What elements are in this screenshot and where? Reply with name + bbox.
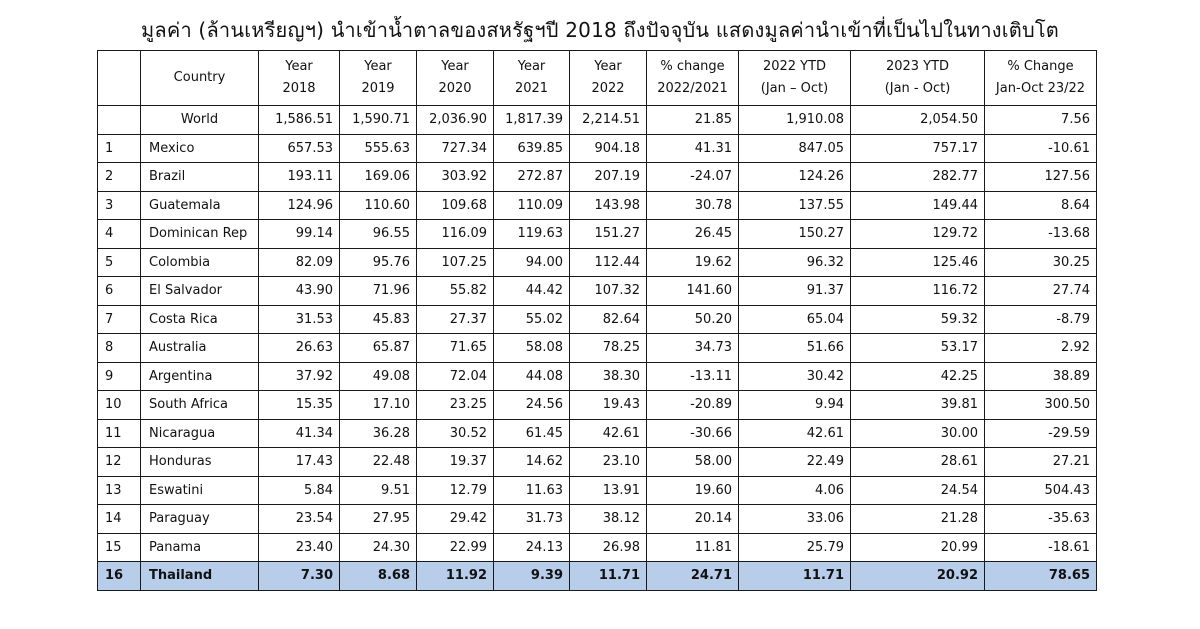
row-value-cell: -18.61 <box>985 533 1097 562</box>
row-value-cell: 27.21 <box>985 448 1097 477</box>
row-value-cell: 11.71 <box>570 562 647 591</box>
row-value-cell: 137.55 <box>739 191 851 220</box>
table-row <box>98 476 1097 505</box>
row-value-cell: 94.00 <box>494 248 570 277</box>
row-value-cell: 23.40 <box>259 533 340 562</box>
row-value-cell: 9.51 <box>340 476 417 505</box>
row-value-cell: 55.82 <box>417 277 494 306</box>
row-value-cell: 31.53 <box>259 305 340 334</box>
row-value-cell: 42.25 <box>851 362 985 391</box>
row-value-cell: 55.02 <box>494 305 570 334</box>
row-value-cell: 61.45 <box>494 419 570 448</box>
row-country: Thailand <box>141 562 259 591</box>
row-index: 4 <box>98 220 141 249</box>
table-row <box>98 191 1097 220</box>
sugar-import-table <box>97 50 1097 591</box>
row-value-cell: -13.68 <box>985 220 1097 249</box>
row-country: Nicaragua <box>141 419 259 448</box>
row-value-cell: 11.71 <box>739 562 851 591</box>
row-value-cell: 41.31 <box>647 134 739 163</box>
row-value-cell: 24.30 <box>340 533 417 562</box>
row-value-cell: 95.76 <box>340 248 417 277</box>
table-row <box>98 448 1097 477</box>
row-value-cell: -30.66 <box>647 419 739 448</box>
row-value-cell: 37.92 <box>259 362 340 391</box>
row-value-cell: 119.63 <box>494 220 570 249</box>
row-value-cell: 27.95 <box>340 505 417 534</box>
world-cell: 1,817.39 <box>494 106 570 135</box>
row-value-cell: 17.10 <box>340 391 417 420</box>
world-cell: 7.56 <box>985 106 1097 135</box>
row-value-cell: 15.35 <box>259 391 340 420</box>
world-cell: 2,214.51 <box>570 106 647 135</box>
row-country: Argentina <box>141 362 259 391</box>
row-value-cell: 39.81 <box>851 391 985 420</box>
table-container <box>97 50 1097 591</box>
row-value-cell: 904.18 <box>570 134 647 163</box>
table-row <box>98 334 1097 363</box>
row-value-cell: 11.63 <box>494 476 570 505</box>
row-value-cell: 28.61 <box>851 448 985 477</box>
row-value-cell: 23.10 <box>570 448 647 477</box>
row-value-cell: 20.92 <box>851 562 985 591</box>
row-value-cell: 24.13 <box>494 533 570 562</box>
row-value-cell: -24.07 <box>647 163 739 192</box>
row-value-cell: 193.11 <box>259 163 340 192</box>
row-value-cell: 107.25 <box>417 248 494 277</box>
world-row <box>98 106 1097 135</box>
row-value-cell: 8.68 <box>340 562 417 591</box>
table-row <box>98 220 1097 249</box>
table-row <box>98 305 1097 334</box>
row-index: 10 <box>98 391 141 420</box>
row-value-cell: 27.74 <box>985 277 1097 306</box>
row-value-cell: 25.79 <box>739 533 851 562</box>
world-cell: 21.85 <box>647 106 739 135</box>
row-value-cell: 11.81 <box>647 533 739 562</box>
row-value-cell: 657.53 <box>259 134 340 163</box>
row-value-cell: 38.12 <box>570 505 647 534</box>
row-country: El Salvador <box>141 277 259 306</box>
row-value-cell: 11.92 <box>417 562 494 591</box>
row-value-cell: 14.62 <box>494 448 570 477</box>
row-value-cell: 29.42 <box>417 505 494 534</box>
row-value-cell: -20.89 <box>647 391 739 420</box>
header-row <box>98 51 1097 106</box>
table-row <box>98 505 1097 534</box>
row-value-cell: 30.00 <box>851 419 985 448</box>
row-country: South Africa <box>141 391 259 420</box>
row-value-cell: 20.99 <box>851 533 985 562</box>
row-value-cell: 26.98 <box>570 533 647 562</box>
row-value-cell: 4.06 <box>739 476 851 505</box>
row-country: Brazil <box>141 163 259 192</box>
row-value-cell: 44.42 <box>494 277 570 306</box>
table-row <box>98 419 1097 448</box>
row-value-cell: 26.45 <box>647 220 739 249</box>
row-value-cell: 116.09 <box>417 220 494 249</box>
row-value-cell: 65.87 <box>340 334 417 363</box>
header-index <box>98 51 141 106</box>
row-value-cell: 78.25 <box>570 334 647 363</box>
row-country: Mexico <box>141 134 259 163</box>
row-value-cell: 555.63 <box>340 134 417 163</box>
row-value-cell: 19.60 <box>647 476 739 505</box>
row-value-cell: 42.61 <box>570 419 647 448</box>
row-value-cell: -35.63 <box>985 505 1097 534</box>
row-value-cell: 38.89 <box>985 362 1097 391</box>
row-value-cell: 59.32 <box>851 305 985 334</box>
row-value-cell: 30.25 <box>985 248 1097 277</box>
row-value-cell: 504.43 <box>985 476 1097 505</box>
header-year-2019: Year 2019 <box>340 51 417 106</box>
header-year-2020: Year 2020 <box>417 51 494 106</box>
row-value-cell: 272.87 <box>494 163 570 192</box>
row-value-cell: 107.32 <box>570 277 647 306</box>
row-value-cell: 65.04 <box>739 305 851 334</box>
row-value-cell: 9.39 <box>494 562 570 591</box>
row-value-cell: 43.90 <box>259 277 340 306</box>
world-cell: 2,036.90 <box>417 106 494 135</box>
row-value-cell: 82.64 <box>570 305 647 334</box>
row-country: Australia <box>141 334 259 363</box>
row-value-cell: 112.44 <box>570 248 647 277</box>
row-value-cell: 27.37 <box>417 305 494 334</box>
table-row <box>98 248 1097 277</box>
row-value-cell: 13.91 <box>570 476 647 505</box>
row-index: 1 <box>98 134 141 163</box>
row-index: 7 <box>98 305 141 334</box>
row-value-cell: 141.60 <box>647 277 739 306</box>
row-value-cell: 151.27 <box>570 220 647 249</box>
row-value-cell: 150.27 <box>739 220 851 249</box>
row-value-cell: 7.30 <box>259 562 340 591</box>
table-row <box>98 533 1097 562</box>
row-value-cell: 727.34 <box>417 134 494 163</box>
row-value-cell: 36.28 <box>340 419 417 448</box>
row-value-cell: 31.73 <box>494 505 570 534</box>
row-value-cell: 22.99 <box>417 533 494 562</box>
row-country: Colombia <box>141 248 259 277</box>
table-row <box>98 134 1097 163</box>
row-value-cell: 110.60 <box>340 191 417 220</box>
row-index: 16 <box>98 562 141 591</box>
row-index: 11 <box>98 419 141 448</box>
row-value-cell: 23.54 <box>259 505 340 534</box>
row-value-cell: 33.06 <box>739 505 851 534</box>
header-country: Country <box>141 51 259 106</box>
table-row <box>98 163 1097 192</box>
row-value-cell: 71.65 <box>417 334 494 363</box>
header-ytd-2023: 2023 YTD (Jan - Oct) <box>851 51 985 106</box>
row-index: 12 <box>98 448 141 477</box>
header-year-2021: Year 2021 <box>494 51 570 106</box>
row-value-cell: 49.08 <box>340 362 417 391</box>
row-value-cell: 17.43 <box>259 448 340 477</box>
row-index: 14 <box>98 505 141 534</box>
row-value-cell: 19.62 <box>647 248 739 277</box>
row-value-cell: 12.79 <box>417 476 494 505</box>
table-row <box>98 362 1097 391</box>
row-value-cell: 96.55 <box>340 220 417 249</box>
row-value-cell: -8.79 <box>985 305 1097 334</box>
row-country: Honduras <box>141 448 259 477</box>
row-index: 5 <box>98 248 141 277</box>
row-value-cell: 45.83 <box>340 305 417 334</box>
row-value-cell: 22.48 <box>340 448 417 477</box>
world-cell: 1,910.08 <box>739 106 851 135</box>
row-value-cell: 44.08 <box>494 362 570 391</box>
row-value-cell: 21.28 <box>851 505 985 534</box>
row-value-cell: 30.78 <box>647 191 739 220</box>
row-value-cell: 24.71 <box>647 562 739 591</box>
row-value-cell: 96.32 <box>739 248 851 277</box>
row-value-cell: 2.92 <box>985 334 1097 363</box>
row-value-cell: 8.64 <box>985 191 1097 220</box>
row-index: 8 <box>98 334 141 363</box>
world-cell: 1,586.51 <box>259 106 340 135</box>
world-index <box>98 106 141 135</box>
row-value-cell: 109.68 <box>417 191 494 220</box>
row-country: Eswatini <box>141 476 259 505</box>
row-value-cell: 30.52 <box>417 419 494 448</box>
row-value-cell: 58.00 <box>647 448 739 477</box>
row-value-cell: 149.44 <box>851 191 985 220</box>
row-value-cell: 24.54 <box>851 476 985 505</box>
row-index: 13 <box>98 476 141 505</box>
row-value-cell: 50.20 <box>647 305 739 334</box>
row-value-cell: 19.37 <box>417 448 494 477</box>
row-value-cell: 847.05 <box>739 134 851 163</box>
row-value-cell: 20.14 <box>647 505 739 534</box>
row-value-cell: 51.66 <box>739 334 851 363</box>
row-value-cell: 125.46 <box>851 248 985 277</box>
row-value-cell: 72.04 <box>417 362 494 391</box>
header-pct-change: % change 2022/2021 <box>647 51 739 106</box>
row-value-cell: 42.61 <box>739 419 851 448</box>
row-value-cell: 78.65 <box>985 562 1097 591</box>
row-value-cell: 757.17 <box>851 134 985 163</box>
row-value-cell: 91.37 <box>739 277 851 306</box>
row-index: 2 <box>98 163 141 192</box>
header-year-2018: Year 2018 <box>259 51 340 106</box>
row-value-cell: 207.19 <box>570 163 647 192</box>
row-value-cell: 143.98 <box>570 191 647 220</box>
row-country: Guatemala <box>141 191 259 220</box>
header-year-2022: Year 2022 <box>570 51 647 106</box>
row-value-cell: 5.84 <box>259 476 340 505</box>
row-country: Costa Rica <box>141 305 259 334</box>
row-value-cell: 41.34 <box>259 419 340 448</box>
row-value-cell: 53.17 <box>851 334 985 363</box>
row-value-cell: 58.08 <box>494 334 570 363</box>
row-value-cell: -13.11 <box>647 362 739 391</box>
row-value-cell: 23.25 <box>417 391 494 420</box>
row-value-cell: 110.09 <box>494 191 570 220</box>
world-cell: 2,054.50 <box>851 106 985 135</box>
page-title: มูลค่า (ล้านเหรียญฯ) นำเข้าน้ำตาลของสหรัฐฯปี 2018 ถึงปัจจุบัน แสดงมูลค่านำเข้าที่เป็นไปในทางเติบโต <box>141 18 1059 42</box>
row-value-cell: 38.30 <box>570 362 647 391</box>
world-country: World <box>141 106 259 135</box>
row-value-cell: 26.63 <box>259 334 340 363</box>
table-row <box>98 562 1097 591</box>
world-cell: 1,590.71 <box>340 106 417 135</box>
row-value-cell: 82.09 <box>259 248 340 277</box>
row-value-cell: -29.59 <box>985 419 1097 448</box>
row-value-cell: 129.72 <box>851 220 985 249</box>
row-country: Dominican Rep <box>141 220 259 249</box>
row-value-cell: 303.92 <box>417 163 494 192</box>
row-value-cell: 9.94 <box>739 391 851 420</box>
row-value-cell: 124.26 <box>739 163 851 192</box>
row-country: Paraguay <box>141 505 259 534</box>
row-value-cell: 116.72 <box>851 277 985 306</box>
row-index: 6 <box>98 277 141 306</box>
row-value-cell: 34.73 <box>647 334 739 363</box>
row-value-cell: -10.61 <box>985 134 1097 163</box>
row-index: 9 <box>98 362 141 391</box>
row-value-cell: 282.77 <box>851 163 985 192</box>
row-index: 3 <box>98 191 141 220</box>
row-value-cell: 30.42 <box>739 362 851 391</box>
table-row <box>98 391 1097 420</box>
row-country: Panama <box>141 533 259 562</box>
row-value-cell: 24.56 <box>494 391 570 420</box>
header-ytd-2022: 2022 YTD (Jan – Oct) <box>739 51 851 106</box>
row-value-cell: 300.50 <box>985 391 1097 420</box>
row-value-cell: 127.56 <box>985 163 1097 192</box>
row-index: 15 <box>98 533 141 562</box>
table-row <box>98 277 1097 306</box>
row-value-cell: 124.96 <box>259 191 340 220</box>
row-value-cell: 169.06 <box>340 163 417 192</box>
header-pct-change-ytd: % Change Jan-Oct 23/22 <box>985 51 1097 106</box>
row-value-cell: 639.85 <box>494 134 570 163</box>
row-value-cell: 22.49 <box>739 448 851 477</box>
row-value-cell: 99.14 <box>259 220 340 249</box>
row-value-cell: 71.96 <box>340 277 417 306</box>
row-value-cell: 19.43 <box>570 391 647 420</box>
